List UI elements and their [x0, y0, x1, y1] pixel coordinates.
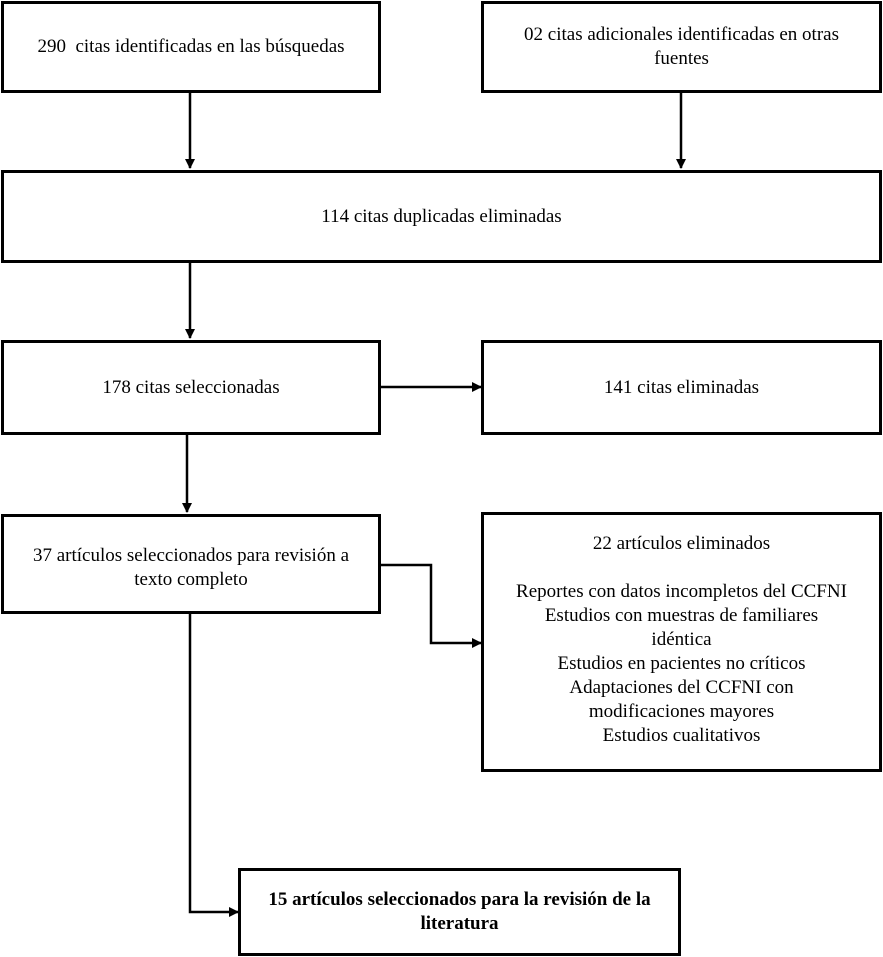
removal-reason: Estudios en pacientes no críticos — [557, 653, 806, 674]
box-articles-removed — [481, 512, 882, 772]
final-selected-text: 15 artículos seleccionados para la revisión de la literatura — [268, 889, 651, 934]
box-selected-citations — [1, 340, 381, 435]
removal-reason: Estudios cualitativos — [602, 725, 761, 746]
additional-sources-text: 02 citas adicionales identificadas en otras fuentes — [524, 24, 839, 69]
removal-reason: Estudios con muestras de familiares idéntica — [544, 605, 819, 650]
box-final-selected — [238, 868, 681, 956]
removal-reason: Adaptaciones del CCFNI con modificaciones mayores — [569, 677, 794, 722]
articles-removed-title: 22 artículos eliminados — [592, 533, 771, 554]
removal-reason: Reportes con datos incompletos del CCFNI — [516, 581, 847, 602]
arrow-fulltext-to-final — [190, 614, 238, 912]
identified-searches-text: 290 citas identificadas en las búsquedas — [37, 36, 345, 57]
box-identified-searches — [1, 1, 381, 93]
box-citations-removed — [481, 340, 882, 435]
selected-citations-text: 178 citas seleccionadas — [102, 376, 280, 398]
fulltext-selected-text: 37 artículos seleccionados para revisión a texto completo — [32, 545, 350, 590]
arrow-fulltext-to-articles-removed — [380, 565, 481, 643]
box-duplicates-removed — [1, 170, 882, 263]
duplicates-removed-text: 114 citas duplicadas eliminadas — [321, 205, 562, 227]
citations-removed-text: 141 citas eliminadas — [603, 376, 760, 398]
box-fulltext-selected — [1, 514, 381, 614]
box-additional-sources — [481, 1, 882, 93]
